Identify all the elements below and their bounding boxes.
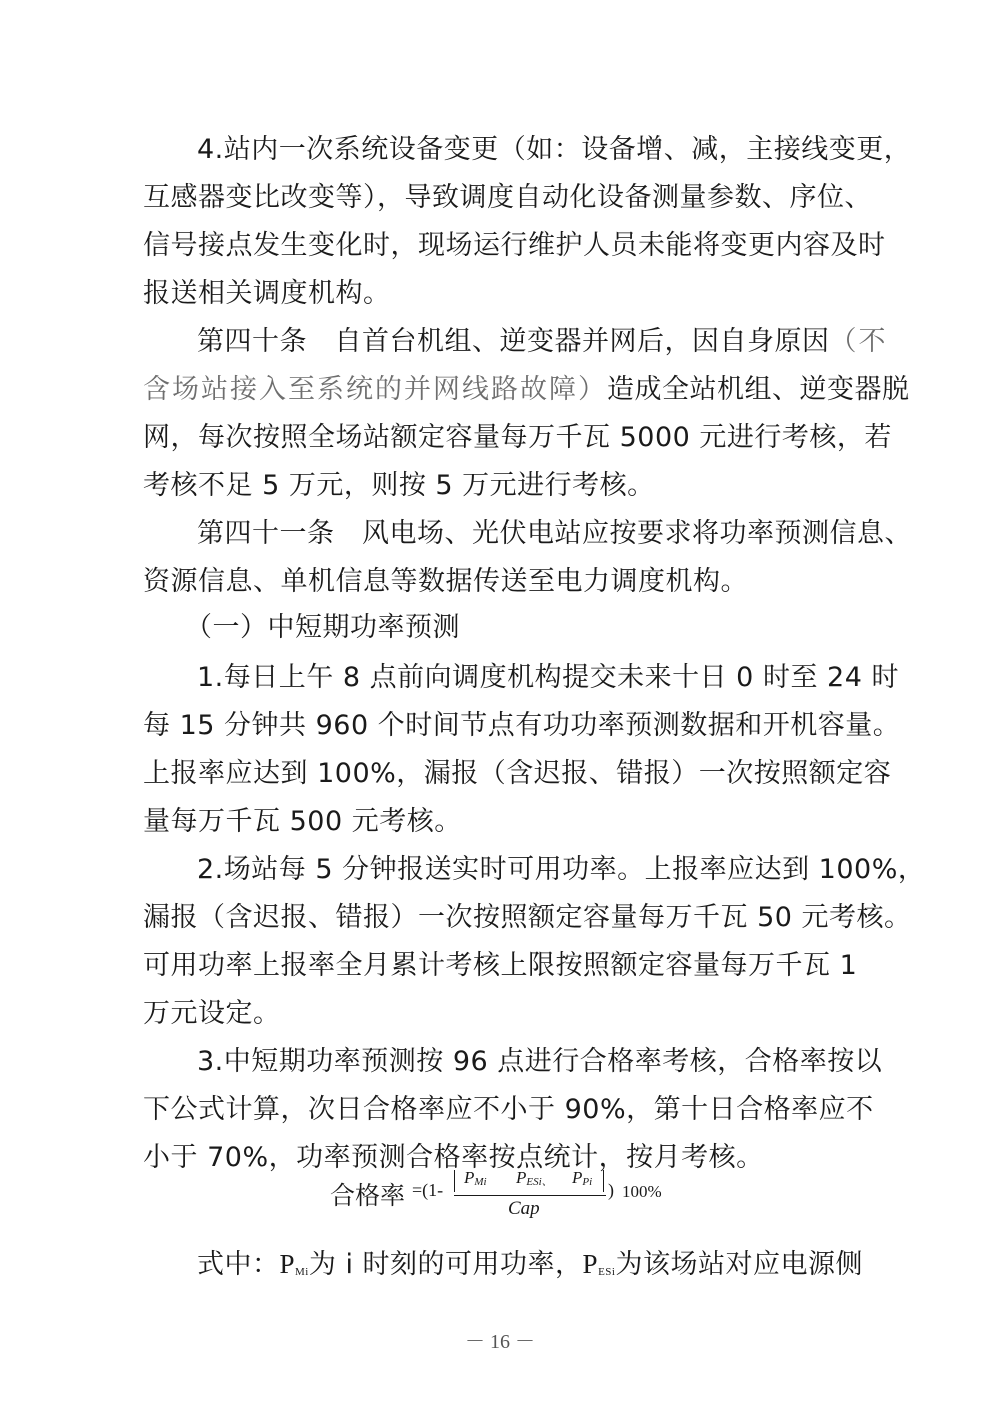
abs-bar-left	[454, 1170, 457, 1192]
paragraph-line: 万元设定。	[143, 998, 281, 1029]
formula-denominator: Cap	[508, 1198, 540, 1219]
article-40-line	[197, 322, 888, 362]
symbol-pesi: PESi	[582, 1249, 616, 1279]
explanation-suffix: 为该场站对应电源侧	[615, 1249, 863, 1280]
paragraph-line: 报送相关调度机构。	[143, 278, 391, 309]
symbol-pmi: PMi	[279, 1249, 309, 1279]
formula-explanation	[197, 1244, 863, 1292]
paragraph-line: 信号接点发生变化时，现场运行维护人员未能将变更内容及时	[143, 230, 886, 261]
article-40-parenthetical: 含场站接入至系统的并网线路故障）	[143, 374, 607, 405]
formula-percent: 100%	[622, 1182, 662, 1201]
paragraph-line: 漏报（含迟报、错报）一次按照额定容量每万千瓦 50 元考核。	[143, 902, 912, 933]
paragraph-line: 2.场站每 5 分钟报送实时可用功率。上报率应达到 100%，	[197, 854, 926, 885]
paragraph-line: 考核不足 5 万元，则按 5 万元进行考核。	[143, 470, 655, 501]
section-heading: （一）中短期功率预测	[185, 612, 460, 643]
formula-pm: PMi	[464, 1168, 487, 1188]
pass-rate-formula	[330, 1168, 750, 1228]
paragraph-line: 上报率应达到 100%，漏报（含迟报、错报）一次按照额定容	[143, 758, 892, 789]
article-40-text: 第四十条 自首台机组、逆变器并网后，因自身原因	[197, 326, 830, 357]
formula-pp: PPi	[572, 1168, 593, 1188]
paragraph-line: 4.站内一次系统设备变更（如：设备增、减，主接线变更，	[197, 134, 912, 165]
paragraph-line: 网，每次按照全场站额定容量每万千瓦 5000 元进行考核，若	[143, 422, 892, 453]
paragraph-line: 资源信息、单机信息等数据传送至电力调度机构。	[143, 566, 748, 597]
explanation-prefix: 式中：	[197, 1249, 280, 1280]
formula-pesi: PESi、	[516, 1168, 553, 1188]
paragraph-line: 量每万千瓦 500 元考核。	[143, 806, 462, 837]
paragraph-line: 下公式计算，次日合格率应不小于 90%，第十日合格率应不	[143, 1094, 874, 1125]
formula-close: )	[608, 1180, 614, 1200]
paragraph-line: 可用功率上报率全月累计考核上限按照额定容量每万千瓦 1	[143, 950, 858, 981]
paragraph-line: 互感器变比改变等），导致调度自动化设备测量参数、序位、	[143, 182, 872, 213]
abs-bar-right	[601, 1170, 604, 1192]
paragraph-line: 1.每日上午 8 点前向调度机构提交未来十日 0 时至 24 时	[197, 662, 899, 693]
article-40-line-2	[143, 370, 910, 410]
paragraph-line: 每 15 分钟共 960 个时间节点有功功率预测数据和开机容量。	[143, 710, 901, 741]
explanation-mid: 为 i 时刻的可用功率，	[308, 1249, 583, 1280]
page-number: － 16 －	[465, 1331, 535, 1353]
paragraph-line: 小于 70%，功率预测合格率按点统计，按月考核。	[143, 1142, 764, 1173]
article-40-parenthetical-start: （不	[829, 326, 888, 357]
formula-open: =(1-	[412, 1180, 444, 1200]
article-41-line: 第四十一条 风电场、光伏电站应按要求将功率预测信息、	[197, 518, 912, 549]
formula-label: 合格率	[330, 1181, 406, 1210]
article-40-text-2: 造成全站机组、逆变器脱	[607, 374, 910, 405]
paragraph-line: 3.中短期功率预测按 96 点进行合格率考核，合格率按以	[197, 1046, 883, 1077]
fraction-bar	[454, 1195, 606, 1196]
